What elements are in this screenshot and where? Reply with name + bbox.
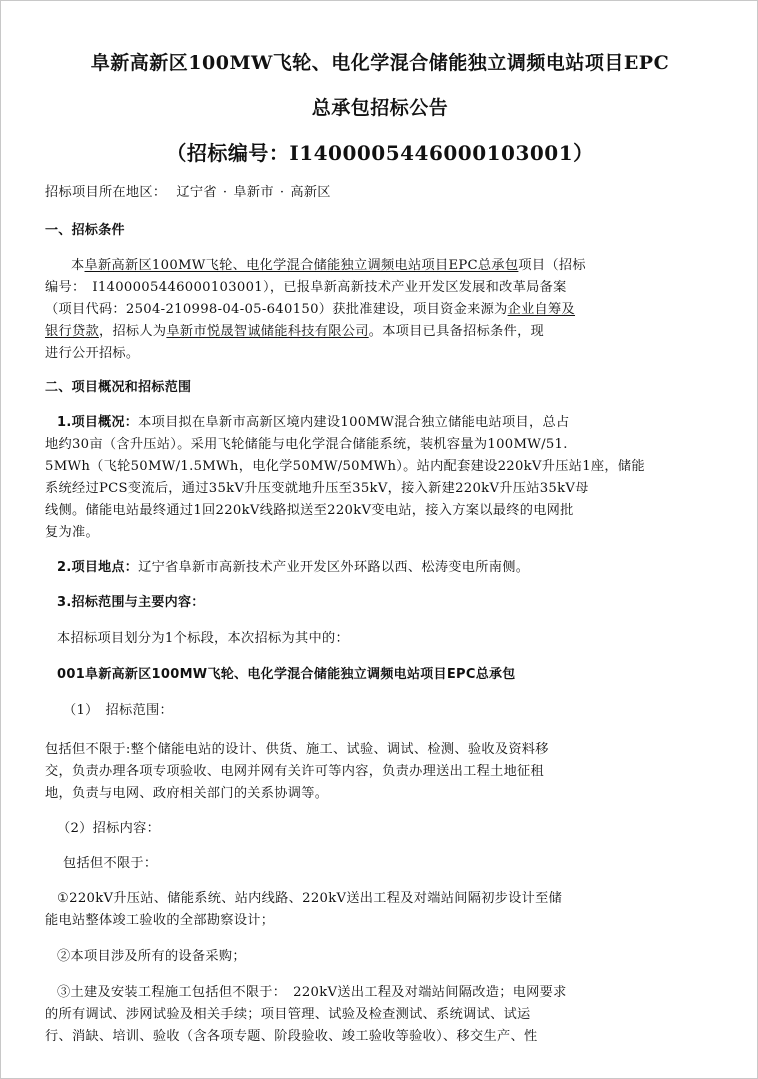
region-dot-2: · [279,185,285,200]
tenderer-name-underlined: 阜新市悦晟智诚储能科技有限公司 [166,324,369,339]
overview-line-3: 5MWh（飞轮50MW/1.5MWh，电化学50MW/50MWh）。站内配套建设220kV升压站1座，储能 [45,459,645,474]
title-line-2: 总承包招标公告 [311,97,449,119]
item-3-line-3: 行、消缺、培训、验收（含各项专题、阶段验收、竣工验收等验收）、移交生产、性 [45,1029,538,1044]
item-2: ②本项目涉及所有的设备采购； [57,949,246,964]
subsection-2-label: （2）招标内容： [57,821,161,836]
subsection-2-intro: 包括但不限于： [63,856,158,871]
overview-line-6: 复为准。 [45,525,99,540]
item-3-line-2: 的所有调试、涉网试验及相关手续；项目管理、试验及检查测试、系统调试、试运 [45,1007,531,1022]
text: ，招标人为 [98,324,167,339]
item-1-line-2: 能电站整体竣工验收的全部勘察设计； [45,913,275,928]
region-district: 高新区 [290,185,331,200]
text: 项目（招标 [518,258,586,273]
text: （项目代码：2504-210998-04-05-640150）获批准建设，项目资金来源为 [45,302,508,317]
paragraph-1-line-5: 进行公开招标。 [45,346,140,361]
location-label: 2.项目地点： [57,560,139,575]
overview-line-4: 系统经过PCS变流后，通过35kV升压变就地升压至35kV，接入新建220kV升压站35kV母 [45,481,589,496]
region-label: 招标项目所在地区： [45,185,167,200]
text: 本项目拟在阜新市高新区境内建设100MW混合独立储能电站项目，总占 [138,415,570,430]
item-3-line-1: ③土建及安装工程施工包括但不限于： 220kV送出工程及对端站间隔改造；电网要求 [57,985,567,1000]
funding-source-underlined: 企业自筹及 [507,302,576,317]
subsection-1-line-3: 地，负责与电网、政府相关部门的关系协调等。 [45,786,329,801]
subsection-1-line-2: 交，负责办理各项专项验收、电网并网有关许可等内容，负责办理送出工程土地征租 [45,764,545,779]
overview-label: 1.项目概况： [57,415,139,430]
text: 。本项目已具备招标条件，现 [368,324,545,339]
region-province: 辽宁省 [176,185,217,200]
scope-intro: 本招标项目划分为1个标段，本次招标为其中的： [57,631,349,646]
text: 本 [71,258,85,273]
overview-line-2: 地约30亩（含升压站）。采用飞轮储能与电化学混合储能系统，装机容量为100MW/51. [45,437,568,452]
overview-line-1 [57,411,569,430]
funding-source-underlined-cont: 银行贷款 [45,324,99,339]
paragraph-1-line-2: 编号： I1400005446000103001），已报阜新高新技术产业开发区发展和改革局备案 [45,280,567,295]
region-line [45,181,331,200]
title-line-1: 阜新高新区100MW飞轮、电化学混合储能独立调频电站项目EPC [90,52,670,74]
region-dot-1: · [222,185,228,200]
section-2-heading: 二、项目概况和招标范围 [45,380,192,395]
scope-heading: 3.招标范围与主要内容： [57,595,205,610]
section-1-heading: 一、招标条件 [45,223,125,238]
location-line [57,556,529,575]
item-1-line-1: ①220kV升压站、储能系统、站内线路、220kV送出工程及对端站间隔初步设计至储 [57,891,563,906]
paragraph-1-line-1 [71,254,586,273]
project-name-underlined: 阜新高新区100MW飞轮、电化学混合储能独立调频电站项目EPC总承包 [84,258,519,273]
paragraph-1-line-4 [45,320,544,339]
subsection-1-line-1: 包括但不限于:整个储能电站的设计、供货、施工、试验、调试、检测、验收及资料移 [45,742,549,757]
lot-title: 001阜新高新区100MW飞轮、电化学混合储能独立调频电站项目EPC总承包 [57,667,516,682]
subsection-1-label: （1） 招标范围： [63,703,173,718]
region-city: 阜新市 [233,185,274,200]
tender-number-title: （招标编号：I1400005446000103001） [166,141,594,165]
text: 辽宁省阜新市高新技术产业开发区外环路以西、松涛变电所南侧。 [138,560,530,575]
paragraph-1-line-3 [45,298,575,317]
overview-line-5: 线侧。储能电站最终通过1回220kV线路拟送至220kV变电站，接入方案以最终的电网批 [45,503,574,518]
